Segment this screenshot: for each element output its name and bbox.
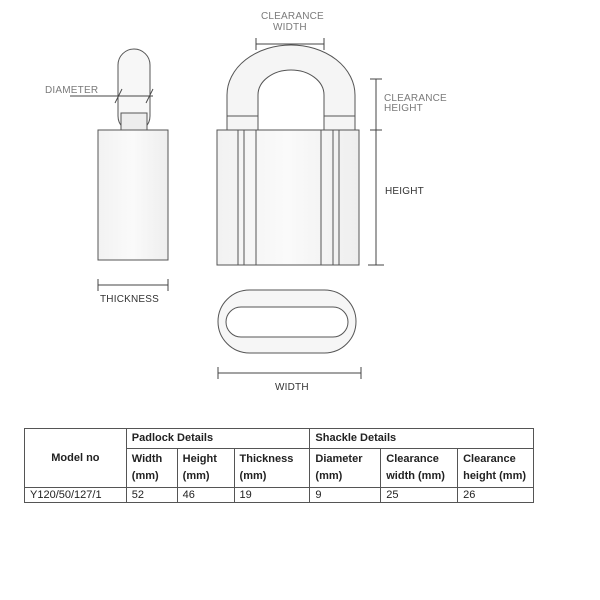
clearance-width-label-line1: CLEARANCE [261,11,324,22]
clearance-height-dimension [370,79,382,130]
padlock-front-view [217,45,359,265]
clearance-width-label-line2: WIDTH [273,22,307,33]
padlock-top-view [218,290,356,353]
thickness-label: THICKNESS [100,294,160,305]
cell-width: 52 [126,488,177,503]
column-header-thickness: Thickness (mm) [234,449,310,488]
clearance-height-label-line1: CLEARANCE [384,93,447,104]
cell-model: Y120/50/127/1 [25,488,127,503]
cell-height: 46 [177,488,234,503]
column-header-clearance-height: Clearance height (mm) [458,449,534,488]
height-label: HEIGHT [385,186,424,197]
padlock-spec-table [24,428,534,503]
height-dimension [368,130,384,265]
clearance-height-label-line2: HEIGHT [384,103,423,114]
column-header-clearance-width: Clearance width (mm) [381,449,458,488]
diameter-label: DIAMETER [45,85,99,96]
column-header-width: Width (mm) [126,449,177,488]
width-label: WIDTH [275,382,309,393]
shackle-details-header: Shackle Details [310,429,534,449]
padlock-side-view [98,49,168,260]
cell-clearance-width: 25 [381,488,458,503]
table-row [25,488,534,503]
cell-thickness: 19 [234,488,310,503]
width-dimension [218,367,361,379]
column-header-diameter: Diameter (mm) [310,449,381,488]
column-header-height: Height (mm) [177,449,234,488]
model-no-header: Model no [25,429,127,488]
thickness-dimension [98,279,168,291]
padlock-details-header: Padlock Details [126,429,310,449]
cell-clearance-height: 26 [458,488,534,503]
cell-diameter: 9 [310,488,381,503]
table-group-header-row [25,429,534,449]
